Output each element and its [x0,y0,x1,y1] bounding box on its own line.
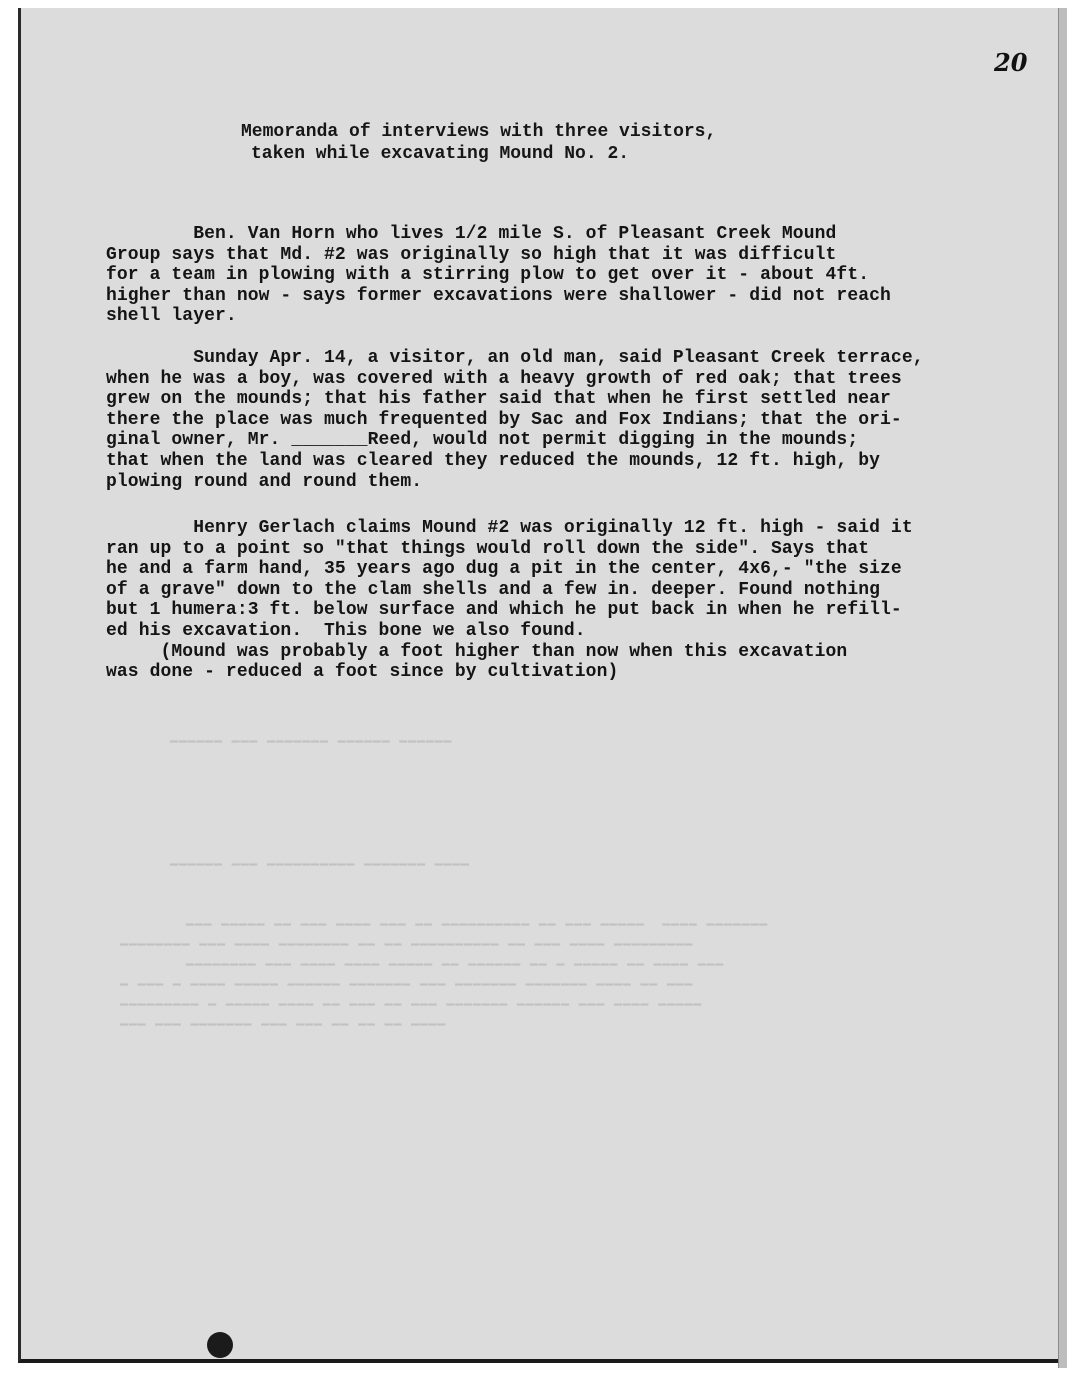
show-through-mark: ━━━━━━━━ ━━━ ━━━━ ━━━━ ━━━━━ ━━ ━━━━━━ ━━ ━ ━━━━━ ━━ ━━━━ ━━━ [186,958,725,973]
sheet-edge-shadow [1058,8,1067,1368]
text-line: ed his excavation. This bone we also found. [106,620,586,641]
paragraph-gerlach [106,518,1036,683]
text-line: for a team in plowing with a stirring plow to get over it - about 4ft. [106,265,870,286]
text-line: (Mound was probably a foot higher than now when this excavation [106,641,848,662]
text-line: shell layer. [106,306,237,327]
text-line: of a grave" down to the clam shells and a few in. deeper. Found nothing [106,579,881,600]
text-line: Henry Gerlach claims Mound #2 was originally 12 ft. high - said it [106,518,913,538]
text-line: Ben. Van Horn who lives 1/2 mile S. of Pleasant Creek Mound [106,224,837,244]
text-line: was done - reduced a foot since by cultivation) [106,662,619,683]
show-through-mark: ━━━━━━━━━ ━ ━━━━━ ━━━━ ━━ ━━━ ━━ ━━━ ━━━━━━━ ━━━━━━ ━━━ ━━━━ ━━━━━ [120,998,703,1013]
show-through-mark: ━━━━━━ ━━━ ━━━━━━━━━━ ━━━━━━━ ━━━━ [170,858,471,873]
text-line: he and a farm hand, 35 years ago dug a pit in the center, 4x6,- "the size [106,559,902,580]
text-line: Group says that Md. #2 was originally so high that it was difficult [106,244,837,265]
text-line: ginal owner, Mr. _______Reed, would not permit digging in the mounds; [106,430,859,451]
text-line: Sunday Apr. 14, a visitor, an old man, said Pleasant Creek terrace, [106,348,924,368]
text-line: there the place was much frequented by Sac and Fox Indians; that the ori- [106,409,902,430]
memo-title-line: taken while excavating Mound No. 2. [251,144,630,164]
show-through-mark: ━ ━━━ ━ ━━━━ ━━━━━ ━━━━━━ ━━━━━━━ ━━━ ━━━━━━━ ━━━━━━━ ━━━━ ━━ ━━━ [120,978,694,993]
text-line: plowing round and round them. [106,471,423,492]
paragraph-van-horn [106,224,1036,327]
show-through-mark: ━━━━━━━━ ━━━ ━━━━ ━━━━━━━━ ━━ ━━ ━━━━━━━━━━ ━━ ━━━ ━━━━ ━━━━━━━━━ [120,938,694,953]
text-line: but 1 humera:3 ft. below surface and which he put back in when he refill- [106,600,902,621]
show-through-mark: ━━━ ━━━━━ ━━ ━━━ ━━━━ ━━━ ━━ ━━━━━━━━━━ ━━ ━━━ ━━━━━ ━━━━ ━━━━━━━ [186,918,769,933]
paragraph-old-man [106,348,1036,492]
text-line: higher than now - says former excavations were shallower - did not reach [106,285,891,306]
text-line: that when the land was cleared they reduced the mounds, 12 ft. high, by [106,450,881,471]
show-through-mark: ━━━━━━ ━━━ ━━━━━━━ ━━━━━━ ━━━━━━ [170,735,453,750]
show-through-mark: ━━━ ━━━ ━━━━━━━ ━━━ ━━━ ━━ ━━ ━━ ━━━━ [120,1018,447,1033]
memo-title-line: Memoranda of interviews with three visitors, [241,122,717,142]
text-line: ran up to a point so "that things would roll down the side". Says that [106,538,870,559]
punch-hole [207,1332,233,1358]
page-number: 20 [994,48,1028,77]
typewritten-sheet [18,8,1062,1363]
memo-title [241,121,716,165]
text-line: when he was a boy, was covered with a heavy growth of red oak; that trees [106,368,902,389]
text-line: grew on the mounds; that his father said that when he first settled near [106,389,891,410]
